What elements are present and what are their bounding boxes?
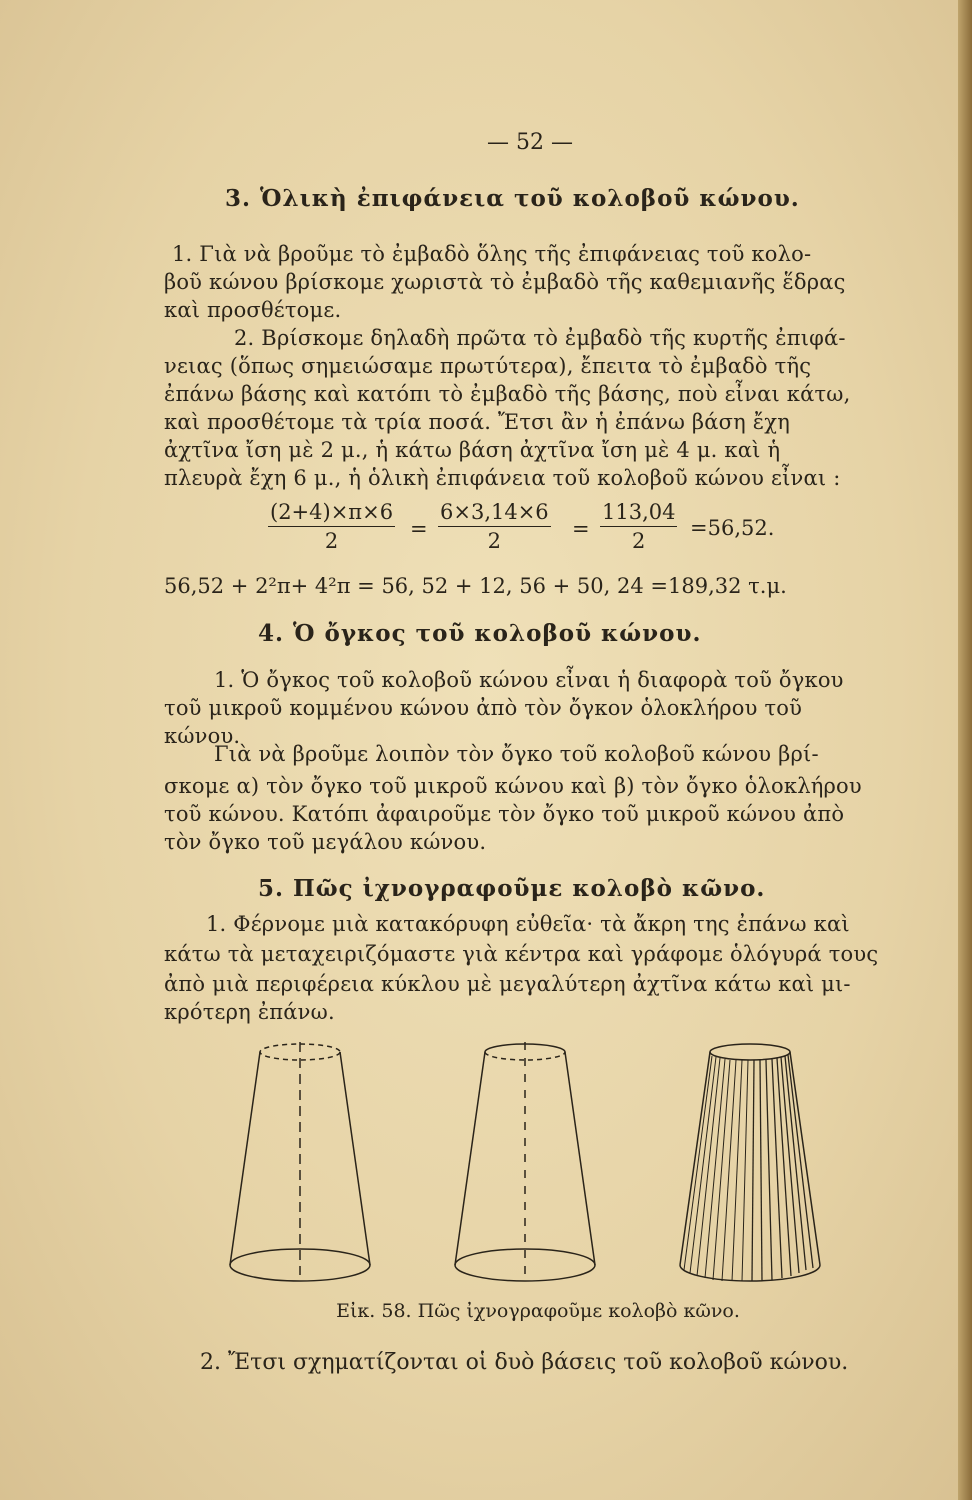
text-line: 1. Φέρνομε μιὰ κατακόρυφη εὐθεῖα· τὰ ἄκρη της ἐπάνω καὶ — [206, 912, 850, 936]
fraction-2-numerator: 6×3,14×6 — [438, 500, 551, 527]
fraction-2-denominator: 2 — [487, 529, 502, 553]
text-line: τοῦ κώνου. Κατόπι ἀφαιροῦμε τὸν ὄγκο τοῦ μικροῦ κώνου ἀπὸ — [164, 802, 845, 826]
page-number: — 52 — — [487, 130, 573, 155]
frustum-drawings-figure — [0, 1020, 972, 1300]
fraction-3-denominator: 2 — [632, 529, 646, 553]
surface-formula: 56,52 + 2²π+ 4²π = 56, 52 + 12, 56 + 50, 24 =189,32 τ.μ. — [164, 574, 787, 598]
text-line: βοῦ κώνου βρίσκομε χωριστὰ τὸ ἐμβαδὸ τῆς καθεμιανῆς ἕδρας — [164, 270, 846, 294]
text-line: ἀχτῖνα ἴση μὲ 2 μ., ἡ κάτω βάση ἀχτῖνα ἴση μὲ 4 μ. καὶ ἡ — [164, 438, 781, 462]
fraction-1-numerator: (2+4)×π×6 — [268, 500, 395, 527]
text-line: καὶ προσθέτομε τὰ τρία ποσά. Ἔτσι ἂν ἡ ἐπάνω βάση ἔχη — [164, 410, 790, 434]
text-line: κάτω τὰ μεταχειριζόμαστε γιὰ κέντρα καὶ γράφομε ὁλόγυρά τους — [164, 942, 879, 966]
text-line: κρότερη ἐπάνω. — [164, 1000, 335, 1024]
text-line: Γιὰ νὰ βροῦμε λοιπὸν τὸν ὄγκο τοῦ κολοβοῦ κώνου βρί- — [214, 742, 819, 766]
fraction-1-denominator: 2 — [324, 529, 339, 553]
section-4-heading: 4. Ὁ ὄγκος τοῦ κολοβοῦ κώνου. — [258, 620, 702, 647]
fraction-result: =56,52. — [690, 516, 775, 540]
fraction-2 — [438, 500, 551, 553]
frustum-drawing-2 — [455, 1042, 595, 1281]
text-line: ἐπάνω βάσης καὶ κατόπι τὸ ἐμβαδὸ τῆς βάσης, ποὺ εἶναι κάτω, — [164, 382, 851, 406]
frustum-drawing-3-shaded — [680, 1044, 820, 1281]
text-line: 1. Ὁ ὄγκος τοῦ κολοβοῦ κώνου εἶναι ἡ διαφορὰ τοῦ ὄγκου — [214, 668, 844, 692]
text-line: σκομε α) τὸν ὄγκο τοῦ μικροῦ κώνου καὶ β) τὸν ὄγκο ὁλοκλήρου — [164, 774, 862, 798]
text-line: 2. Ἔτσι σχηματίζονται οἱ δυὸ βάσεις τοῦ κολοβοῦ κώνου. — [200, 1350, 849, 1375]
fraction-1 — [268, 500, 395, 553]
text-line: τὸν ὄγκο τοῦ μεγάλου κώνου. — [164, 830, 487, 854]
text-line: τοῦ μικροῦ κομμένου κώνου ἀπὸ τὸν ὄγκον ὁλοκλήρου τοῦ — [164, 696, 803, 720]
frustum-drawing-1 — [230, 1042, 370, 1281]
equals-sign-1: = — [410, 517, 428, 541]
text-line: πλευρὰ ἔχη 6 μ., ἡ ὁλικὴ ἐπιφάνεια τοῦ κολοβοῦ κώνου εἶναι : — [164, 466, 841, 490]
figure-caption: Εἰκ. 58. Πῶς ἰχνογραφοῦμε κολοβὸ κῶνο. — [336, 1300, 740, 1322]
text-line: 1. Γιὰ νὰ βροῦμε τὸ ἐμβαδὸ ὅλης τῆς ἐπιφάνειας τοῦ κολο- — [172, 242, 812, 266]
section-3-heading: 3. Ὁλικὴ ἐπιφάνεια τοῦ κολοβοῦ κώνου. — [225, 185, 800, 212]
equals-sign-2: = — [572, 517, 590, 541]
text-line: νειας (ὅπως σημειώσαμε πρωτύτερα), ἔπειτα τὸ ἐμβαδὸ τῆς — [164, 354, 812, 378]
fraction-3-numerator: 113,04 — [600, 500, 677, 527]
text-line: καὶ προσθέτομε. — [164, 298, 342, 322]
text-line: κώνου. — [164, 724, 241, 748]
section-5-heading: 5. Πῶς ἰχνογραφοῦμε κολοβὸ κῶνο. — [258, 875, 766, 902]
text-line: 2. Βρίσκομε δηλαδὴ πρῶτα τὸ ἐμβαδὸ τῆς κυρτῆς ἐπιφά- — [234, 326, 846, 350]
text-line: ἀπὸ μιὰ περιφέρεια κύκλου μὲ μεγαλύτερη ἀχτῖνα κάτω καὶ μι- — [164, 972, 851, 996]
fraction-3 — [600, 500, 677, 553]
